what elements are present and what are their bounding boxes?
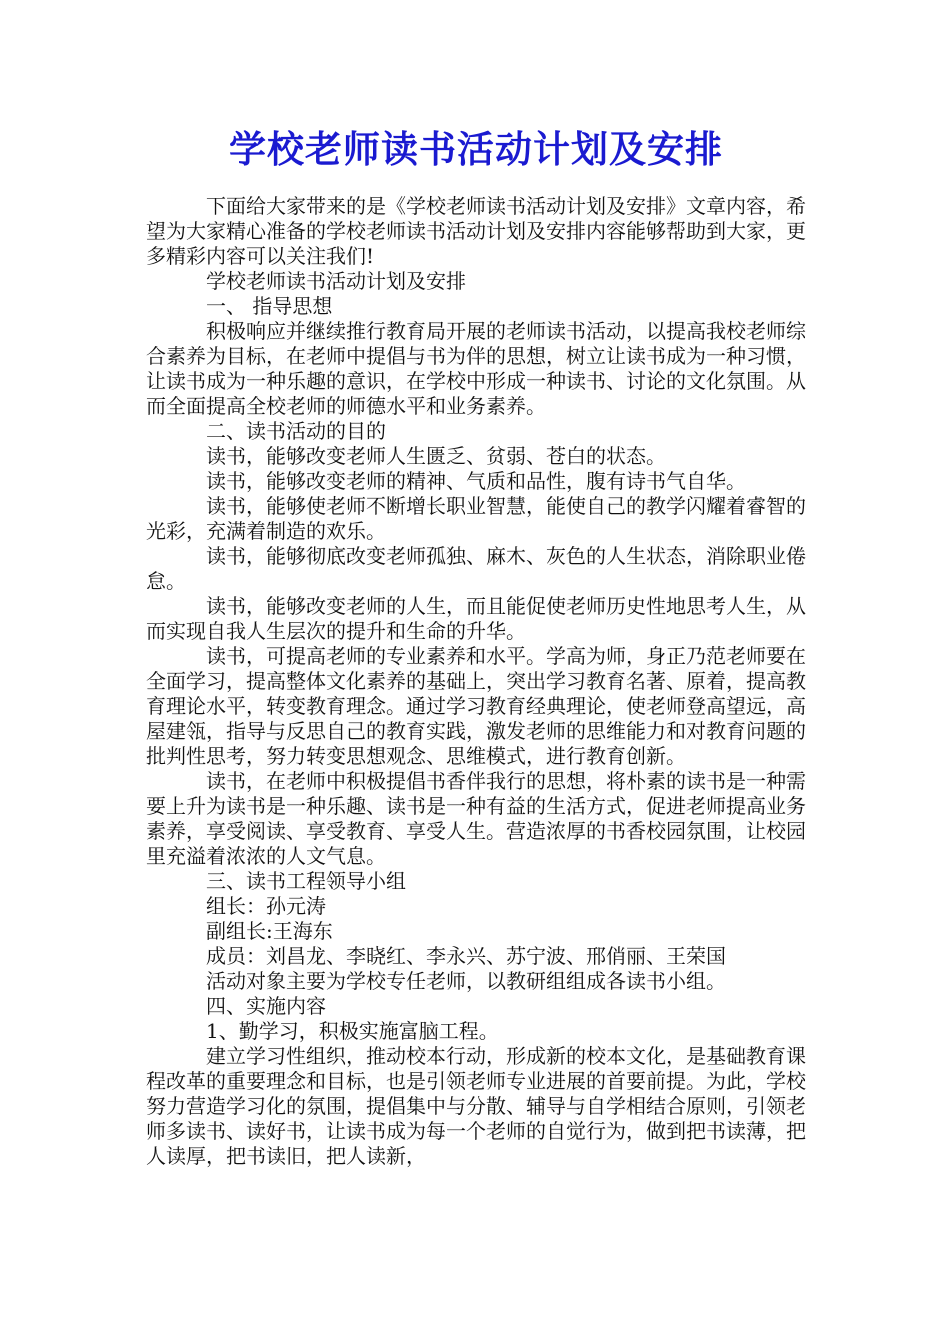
- body-paragraph: 读书，在老师中积极提倡书香伴我行的思想，将朴素的读书是一种需要上升为读书是一种乐趣、读书是一种有益的生活方式，促进老师提高业务素养，享受阅读、享受教育、享受人生。营造浓厚的书香校园氛围，让校园里充溢着浓浓的人文气息。: [146, 769, 806, 868]
- members-line: 成员：刘昌龙、李晓红、李永兴、苏宁波、邢俏丽、王荣国: [206, 944, 726, 968]
- leader-line: 组长：孙元涛: [206, 894, 326, 918]
- body-paragraph: 读书，能够使老师不断增长职业智慧，能使自己的教学闪耀着睿智的光彩，充满着制造的欢乐。: [146, 494, 806, 543]
- body-paragraph: 读书，能够改变老师人生匮乏、贫弱、苍白的状态。: [206, 444, 666, 468]
- body-paragraph: 读书，能够彻底改变老师孤独、麻木、灰色的人生状态，消除职业倦怠。: [146, 544, 806, 593]
- section-heading-2: 二、读书活动的目的: [206, 419, 386, 443]
- document-title: 学校老师读书活动计划及安排: [229, 128, 723, 171]
- body-paragraph: 读书，能够改变老师的人生，而且能促使老师历史性地思考人生，从而实现自我人生层次的提升和生命的升华。: [146, 594, 806, 643]
- section-heading-1: 一、 指导思想: [206, 294, 333, 318]
- deputy-leader-line: 副组长:王海东: [206, 919, 333, 943]
- body-paragraph: 积极响应并继续推行教育局开展的老师读书活动，以提高我校老师综合素养为目标，在老师中提倡与书为伴的思想，树立让读书成为一种习惯，让读书成为一种乐趣的意识，在学校中形成一种读书、讨论的文化氛围。从而全面提高全校老师的师德水平和业务素养。: [146, 319, 806, 418]
- section-heading-4: 四、实施内容: [206, 994, 326, 1018]
- section-heading-3: 三、读书工程领导小组: [206, 869, 406, 893]
- subsection-heading-1: 1、勤学习，积极实施富脑工程。: [206, 1019, 499, 1043]
- document-page: [146, 120, 806, 1169]
- body-paragraph: 读书，能够改变老师的精神、气质和品性，腹有诗书气自华。: [206, 469, 746, 493]
- subtitle-line: 学校老师读书活动计划及安排: [206, 269, 466, 293]
- target-line: 活动对象主要为学校专任老师，以教研组组成各读书小组。: [206, 969, 726, 993]
- body-paragraph: 建立学习性组织，推动校本行动，形成新的校本文化，是基础教育课程改革的重要理念和目标，也是引领老师专业进展的首要前提。为此，学校努力营造学习化的氛围，提倡集中与分散、辅导与自学相结合原则，引领老师多读书、读好书，让读书成为每一个老师的自觉行为，做到把书读薄，把人读厚，把书读旧，把人读新，: [146, 1044, 806, 1168]
- body-paragraph: 读书，可提高老师的专业素养和水平。学高为师，身正乃范老师要在全面学习，提高整体文化素养的基础上，突出学习教育名著、原着，提高教育理论水平，转变教育理念。通过学习教育经典理论，使老师登高望远，高屋建瓴，指导与反思自己的教育实践，激发老师的思维能力和对教育问题的批判性思考，努力转变思想观念、思维模式，进行教育创新。: [146, 644, 806, 768]
- intro-paragraph: 下面给大家带来的是《学校老师读书活动计划及安排》文章内容，希望为大家精心准备的学校老师读书活动计划及安排内容能够帮助到大家，更多精彩内容可以关注我们!: [146, 194, 806, 268]
